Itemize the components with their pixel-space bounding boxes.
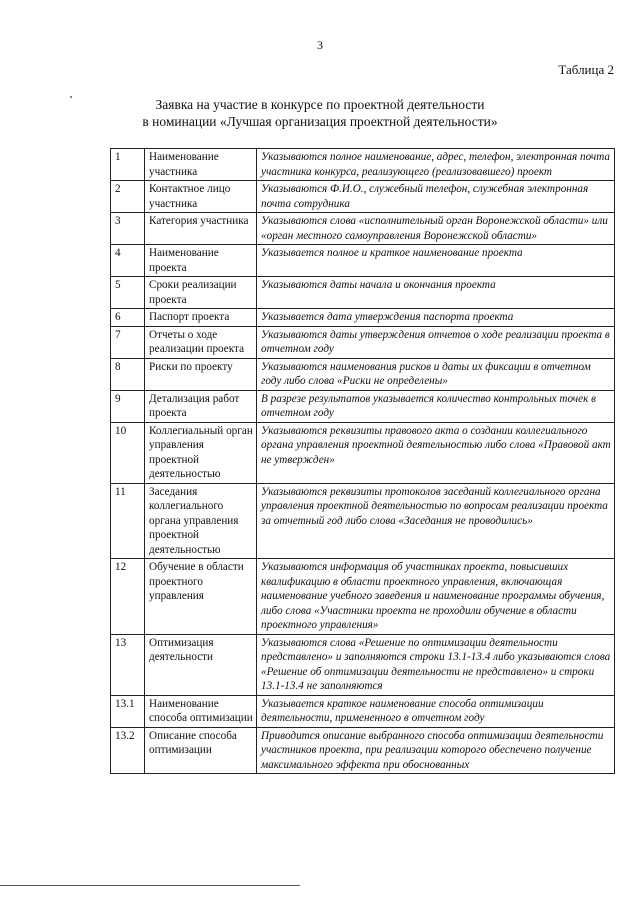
page-number: 3 bbox=[317, 38, 323, 52]
table-row bbox=[111, 422, 615, 483]
row-field-name: Наименование участника bbox=[145, 149, 257, 181]
row-description: Указываются слова «исполнительный орган Воронежской области» или «орган местного самоуправления Воронежской области» bbox=[257, 213, 615, 245]
table-row bbox=[111, 727, 615, 774]
row-description: Указываются даты утверждения отчетов о ходе реализации проекта в отчетном году bbox=[257, 326, 615, 358]
table-row bbox=[111, 245, 615, 277]
row-description: Указываются наименования рисков и даты их фиксации в отчетном году либо слова «Риски не определены» bbox=[257, 358, 615, 390]
row-description: Приводится описание выбранного способа оптимизации деятельности участников проекта, при реализации которого обеспечено получение максимального эффекта при обоснованных bbox=[257, 727, 615, 774]
table-row bbox=[111, 181, 615, 213]
row-number: 13.2 bbox=[111, 727, 145, 774]
document-title bbox=[0, 96, 640, 130]
row-field-name: Сроки реализации проекта bbox=[145, 277, 257, 309]
table-label: Таблица 2 bbox=[558, 62, 614, 77]
row-field-name: Обучение в области проектного управления bbox=[145, 559, 257, 635]
row-description: Указываются реквизиты протоколов заседаний коллегиального органа управления проектной деятельностью по вопросам реализации проекта за отчетный год либо слова «Заседания не проводились» bbox=[257, 483, 615, 559]
row-description: В разрезе результатов указывается количество контрольных точек в отчетном году bbox=[257, 390, 615, 422]
row-number: 11 bbox=[111, 483, 145, 559]
table-row bbox=[111, 358, 615, 390]
row-description: Указываются полное наименование, адрес, телефон, электронная почта участника конкурса, реализующего (реализовавшего) проект bbox=[257, 149, 615, 181]
row-field-name: Детализация работ проекта bbox=[145, 390, 257, 422]
row-field-name: Заседания коллегиального органа управления проектной деятельностью bbox=[145, 483, 257, 559]
row-description: Указываются реквизиты правового акта о создании коллегиального органа управления проектной деятельностью либо слова «Правовой акт не утвержден» bbox=[257, 422, 615, 483]
row-field-name: Риски по проекту bbox=[145, 358, 257, 390]
title-line-2: в номинации «Лучшая организация проектной деятельности» bbox=[142, 114, 498, 129]
table-row bbox=[111, 309, 615, 327]
row-number: 6 bbox=[111, 309, 145, 327]
title-line-1: Заявка на участие в конкурсе по проектной деятельности bbox=[155, 97, 485, 112]
row-description: Указываются Ф.И.О., служебный телефон, служебная электронная почта сотрудника bbox=[257, 181, 615, 213]
application-table bbox=[110, 148, 615, 774]
row-field-name: Контактное лицо участника bbox=[145, 181, 257, 213]
row-number: 10 bbox=[111, 422, 145, 483]
row-field-name: Оптимизация деятельности bbox=[145, 634, 257, 695]
row-description: Указываются слова «Решение по оптимизации деятельности представлено» и заполняются строки 13.1-13.4 либо указываются слова «Решение об оптимизации деятельности не представлено» и строки 13.1-13.4 не заполняются bbox=[257, 634, 615, 695]
table-row bbox=[111, 483, 615, 559]
row-field-name: Коллегиальный орган управления проектной деятельностью bbox=[145, 422, 257, 483]
scan-artifact bbox=[70, 96, 72, 98]
row-field-name: Категория участника bbox=[145, 213, 257, 245]
row-field-name: Наименование проекта bbox=[145, 245, 257, 277]
bottom-divider bbox=[0, 885, 300, 886]
row-description: Указывается полное и краткое наименование проекта bbox=[257, 245, 615, 277]
row-description: Указывается краткое наименование способа оптимизации деятельности, примененного в отчетном году bbox=[257, 695, 615, 727]
row-number: 13 bbox=[111, 634, 145, 695]
row-field-name: Отчеты о ходе реализации проекта bbox=[145, 326, 257, 358]
row-description: Указывается дата утверждения паспорта проекта bbox=[257, 309, 615, 327]
row-field-name: Паспорт проекта bbox=[145, 309, 257, 327]
row-number: 13.1 bbox=[111, 695, 145, 727]
row-field-name: Описание способа оптимизации bbox=[145, 727, 257, 774]
row-number: 5 bbox=[111, 277, 145, 309]
row-number: 2 bbox=[111, 181, 145, 213]
row-description: Указываются информация об участниках проекта, повысивших квалификацию в области проектного управления, включающая наименование учебного заведения и наименование программы обучения, либо слова «Участники проекта не проходили обучение в области проектного управления» bbox=[257, 559, 615, 635]
row-number: 9 bbox=[111, 390, 145, 422]
row-number: 8 bbox=[111, 358, 145, 390]
table-row bbox=[111, 695, 615, 727]
row-number: 3 bbox=[111, 213, 145, 245]
table-row bbox=[111, 277, 615, 309]
table-row bbox=[111, 634, 615, 695]
table-row bbox=[111, 559, 615, 635]
row-field-name: Наименование способа оптимизации bbox=[145, 695, 257, 727]
row-number: 4 bbox=[111, 245, 145, 277]
row-number: 12 bbox=[111, 559, 145, 635]
table-row bbox=[111, 390, 615, 422]
row-number: 7 bbox=[111, 326, 145, 358]
table-row bbox=[111, 213, 615, 245]
row-number: 1 bbox=[111, 149, 145, 181]
table-row bbox=[111, 149, 615, 181]
table-row bbox=[111, 326, 615, 358]
row-description: Указываются даты начала и окончания проекта bbox=[257, 277, 615, 309]
